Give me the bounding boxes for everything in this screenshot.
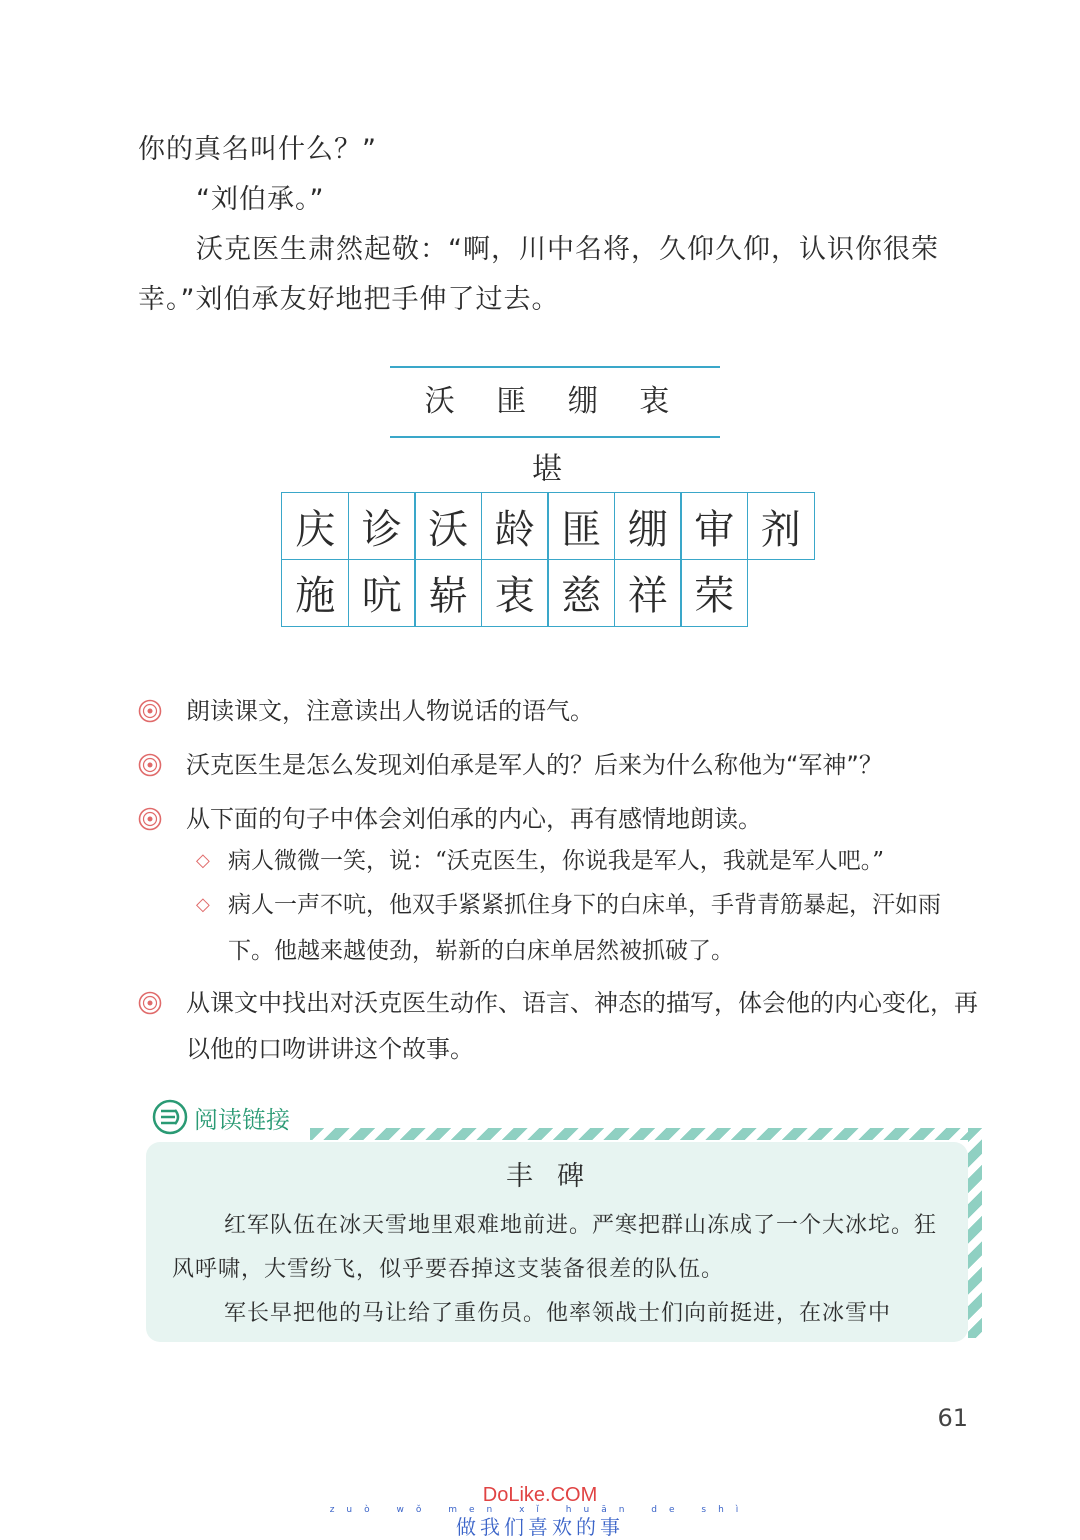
- diamond-bullet-icon: ◇: [196, 894, 210, 915]
- character-grid: [282, 493, 814, 626]
- reading-link-header: [152, 1098, 290, 1136]
- story-line-2: “刘伯承。”: [196, 184, 325, 215]
- stripe-side-border: [968, 1128, 982, 1338]
- grid-char: 荣: [680, 559, 748, 627]
- seal-bullet-icon: [138, 807, 162, 831]
- quote-text: 病人微微一笑，说：“沃克医生，你说我是军人，我就是军人吧。”: [228, 848, 885, 874]
- grid-char: 诊: [348, 492, 416, 560]
- reading-link-label: 阅读链接: [194, 1105, 290, 1134]
- grid-char: 吭: [348, 559, 416, 627]
- words-to-write: 沃 匪 绷 衷 堪: [424, 384, 686, 487]
- grid-char: 慈: [547, 559, 615, 627]
- reading-title: 丰碑: [506, 1161, 608, 1192]
- footer-pinyin: zuò wǒ men xǐ huān de shì: [329, 1505, 751, 1515]
- page-number: 61: [937, 1404, 968, 1432]
- exercise-item: [138, 742, 978, 788]
- grid-char: 剂: [747, 492, 815, 560]
- grid-char: 衷: [481, 559, 549, 627]
- grid-char: 祥: [614, 559, 682, 627]
- seal-bullet-icon: [138, 699, 162, 723]
- stripe-divider: [310, 1128, 980, 1140]
- quote-text: 病人一声不吭，他双手紧紧抓住身下的白床单，手背青筋暴起，汗如雨下。他越来越使劲，崭新的白床单居然被抓破了。: [228, 892, 941, 964]
- quote-item: [196, 838, 976, 884]
- reading-paragraph-1: 红军队伍在冰天雪地里艰难地前进。严寒把群山冻成了一个大冰坨。狂风呼啸，大雪纷飞，似乎要吞掉这支装备很差的队伍。: [172, 1213, 938, 1282]
- words-to-write-box: [390, 366, 720, 487]
- footer-watermark: [0, 1484, 1080, 1540]
- grid-char: 匪: [547, 492, 615, 560]
- quote-item: [196, 882, 976, 974]
- footer-slogan: 做我们喜欢的事: [456, 1515, 624, 1539]
- seal-bullet-icon: [138, 991, 162, 1015]
- grid-char: 施: [281, 559, 349, 627]
- book-icon: [152, 1099, 188, 1135]
- character-grid-row-2: [282, 560, 814, 627]
- grid-char: 绷: [614, 492, 682, 560]
- exercise-item: [138, 688, 978, 734]
- story-paragraph-3: 沃克医生肃然起敬：“啊，川中名将，久仰久仰，认识你很荣幸。”刘伯承友好地把手伸了过去。: [138, 234, 939, 315]
- grid-char: 沃: [414, 492, 482, 560]
- grid-char: 龄: [481, 492, 549, 560]
- footer-logo: DoLike.COM: [482, 1484, 598, 1506]
- character-grid-row-1: [282, 493, 814, 560]
- story-line-1: 你的真名叫什么？”: [138, 134, 377, 165]
- reading-paragraph-2: 军长早把他的马让给了重伤员。他率领战士们向前挺进，在冰雪中: [224, 1301, 892, 1326]
- grid-char: 崭: [414, 559, 482, 627]
- diamond-bullet-icon: ◇: [196, 850, 210, 871]
- seal-bullet-icon: [138, 753, 162, 777]
- exercise-item: [138, 796, 978, 842]
- grid-char: 审: [680, 492, 748, 560]
- grid-char: 庆: [281, 492, 349, 560]
- exercise-text: 从课文中找出对沃克医生动作、语言、神态的描写，体会他的内心变化，再以他的口吻讲讲这个故事。: [186, 989, 978, 1063]
- exercise-item: [138, 980, 978, 1072]
- exercise-text: 从下面的句子中体会刘伯承的内心，再有感情地朗读。: [186, 805, 762, 833]
- exercise-text: 朗读课文，注意读出人物说话的语气。: [186, 697, 594, 725]
- exercise-text: 沃克医生是怎么发现刘伯承是军人的？后来为什么称他为“军神”？: [186, 751, 883, 779]
